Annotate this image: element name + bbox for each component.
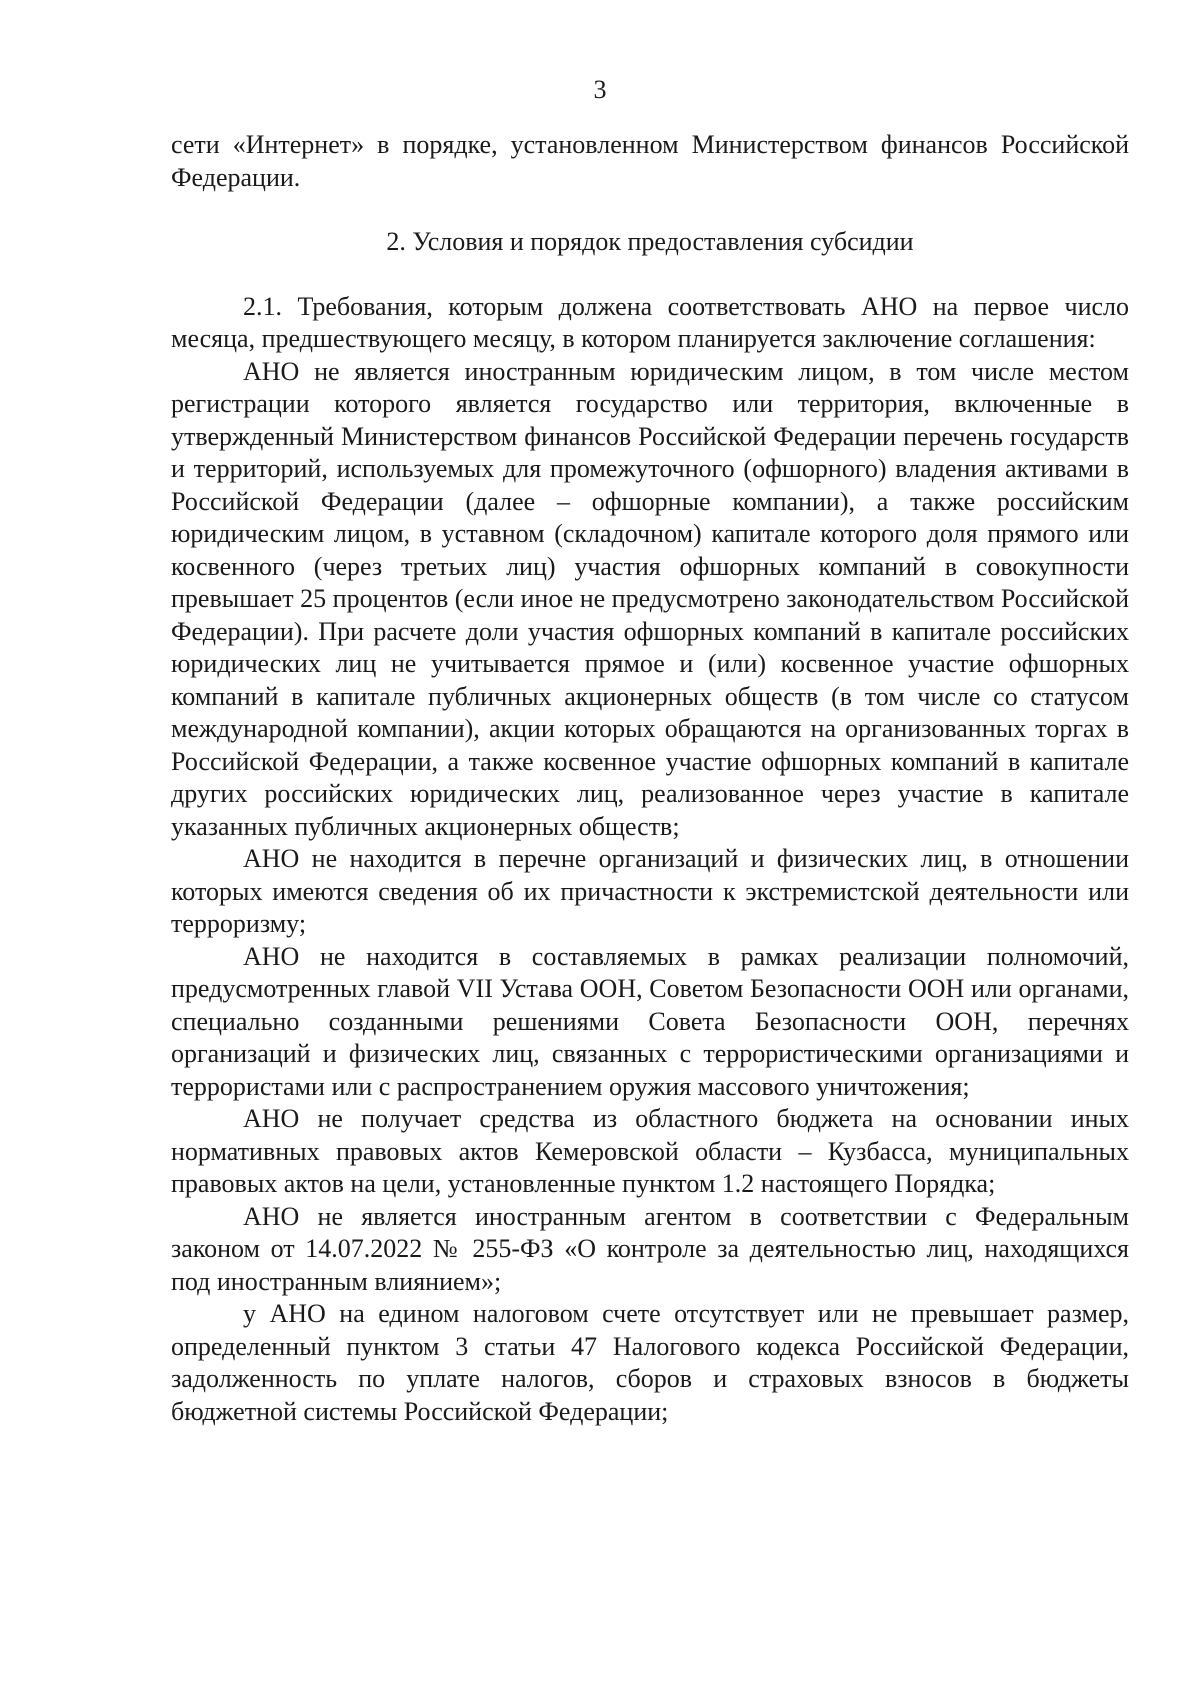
page-number: 3 (593, 75, 607, 104)
document-body (171, 129, 1129, 1428)
paragraph-budget-funds: АНО не получает средства из областного бюджета на основании иных нормативных правовых актов Кемеровской области – Кузбасса, муниципальных правовых актов на цели, установленные пунктом 1.2 настоящего Порядка; (171, 1104, 1129, 1198)
paragraph-2-1: 2.1. Требования, которым должена соответствовать АНО на первое число месяца, предшествующего месяцу, в котором планируется заключение соглашения: (171, 291, 1129, 353)
paragraph-extremism: АНО не находится в перечне организаций и физических лиц, в отношении которых имеются сведения об их причастности к экстремистской деятельности или терроризму; (171, 844, 1129, 938)
continuation-paragraph: сети «Интернет» в порядке, установленном Министерством финансов Российской Федерации. (171, 130, 1129, 192)
paragraph-foreign-agent: АНО не является иностранным агентом в соответствии с Федеральным законом от 14.07.2022 № 255-ФЗ «О контроле за деятельностью лиц, находящихся под иностранным влиянием»; (171, 1201, 1129, 1296)
section-heading: 2. Условия и порядок предоставления субсидии (386, 227, 914, 256)
paragraph-un-lists: АНО не находится в составляемых в рамках реализации полномочий, предусмотренных главой VII Устава ООН, Советом Безопасности ООН или органами, специально созданными решениями Совета Безопасности ООН, перечнях организаций и физических лиц, связанных с террористическими организациями и террористами или с распространением оружия массового уничтожения; (171, 941, 1129, 1101)
paragraph-offshore: АНО не является иностранным юридическим лицом, в том числе местом регистрации которого является государство или территория, включенные в утвержденный Министерством финансов Российской Федерации перечень государств и территорий, используемых для промежуточного (офшорного) владения активами в Российской Федерации (далее – офшорные компании), а также российским юридическим лицом, в уставном (складочном) капитале которого доля прямого или косвенного (через третьих лиц) участия офшорных компаний в совокупности превышает 25 процентов (если иное не предусмотрено законодательством Российской Федерации). При расчете доли участия офшорных компаний в капитале российских юридических лиц не учитывается прямое и (или) косвенное участие офшорных компаний в капитале публичных акционерных обществ (в том числе со статусом международной компании), акции которых обращаются на организованных торгах в Российской Федерации, а также косвенное участие офшорных компаний в капитале других российских юридических лиц, реализованное через участие в капитале указанных публичных акционерных обществ; (171, 356, 1129, 841)
paragraph-tax-debt: у АНО на едином налоговом счете отсутствует или не превышает размер, определенный пунктом 3 статьи 47 Налогового кодекса Российской Федерации, задолженность по уплате налогов, сборов и страховых взносов в бюджеты бюджетной системы Российской Федерации; (171, 1299, 1129, 1426)
